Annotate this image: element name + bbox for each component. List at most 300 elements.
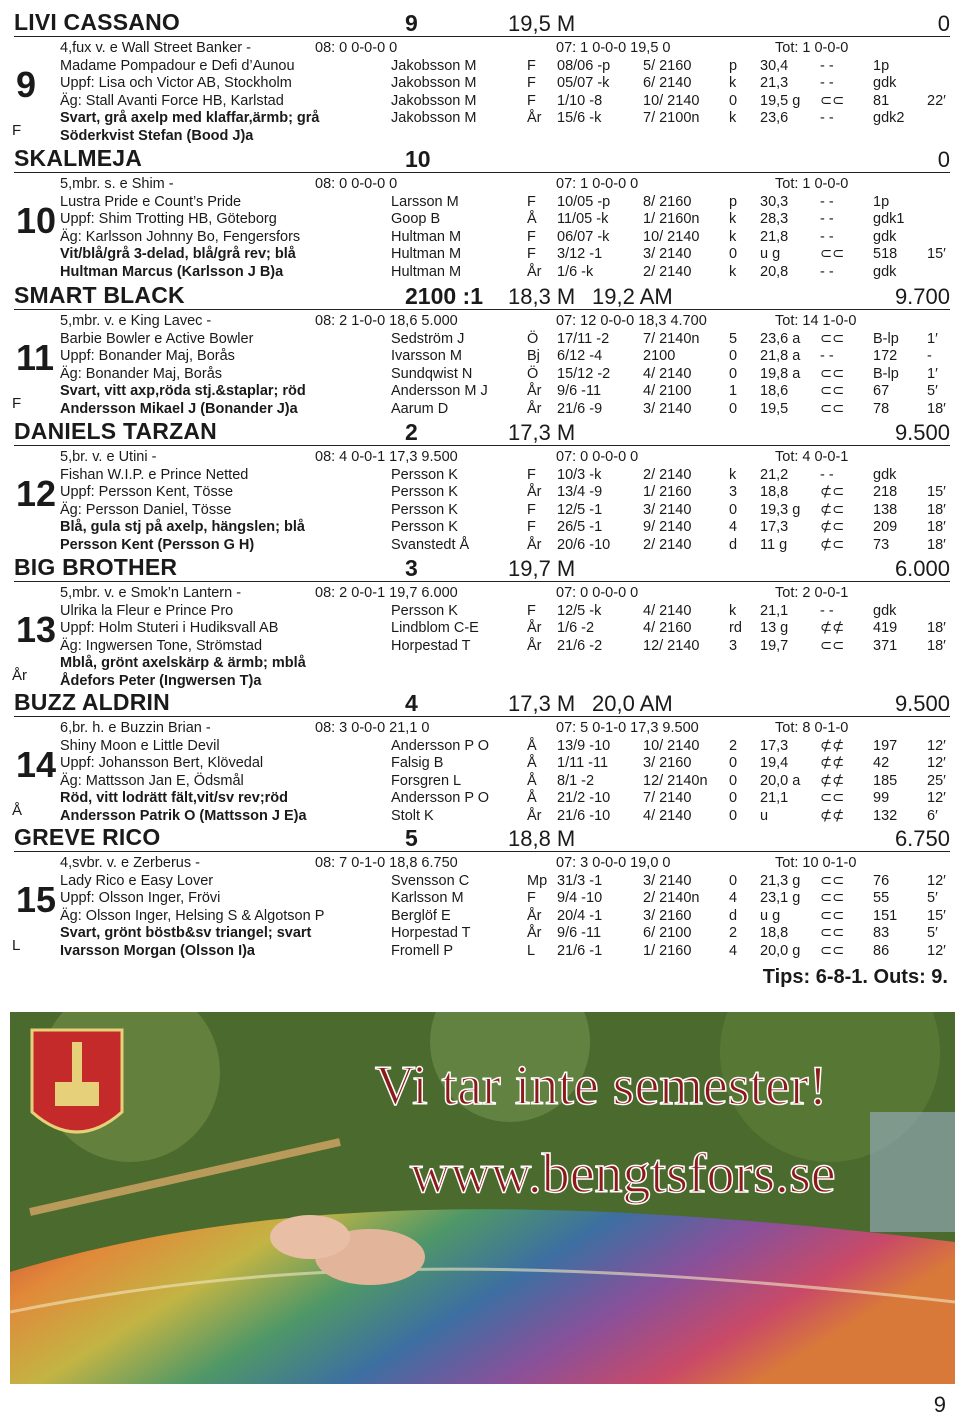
start-driver: Karlsson M — [391, 890, 464, 906]
start-gait: 0 — [729, 92, 738, 109]
start-placing: 2/ 2140 — [643, 536, 692, 553]
stats-total: Tot: 10 0-1-0 — [775, 855, 857, 871]
start-time: 23,6 — [760, 110, 789, 126]
start-time: 30,4 — [760, 57, 789, 74]
start-prize-class: 6′ — [927, 807, 938, 824]
start-odds: 138 — [873, 501, 898, 518]
start-track: Å — [527, 211, 537, 227]
start-prize-class: 12′ — [927, 790, 946, 806]
horse-header — [14, 555, 950, 582]
start-track: F — [527, 57, 536, 74]
start-date: 12/5 -k — [557, 602, 602, 619]
start-gait: k — [729, 466, 737, 483]
start-odds: 73 — [873, 536, 890, 553]
start-shoe-code: ⊄⊄ — [820, 755, 845, 771]
start-placing: 12/ 2140n — [643, 772, 708, 789]
start-odds: 371 — [873, 637, 898, 654]
start-time: 18,8 — [760, 484, 789, 500]
start-track: F — [527, 92, 536, 109]
start-driver: Aarum D — [391, 400, 449, 417]
total-winnings: 6.750 — [894, 826, 950, 851]
start-track: År — [527, 907, 542, 924]
start-placing: 3/ 2140 — [643, 400, 692, 417]
start-odds: gdk — [873, 466, 897, 483]
start-time: 11 g — [760, 536, 788, 553]
horse-info: Ulrika la Fleur e Prince Pro — [60, 602, 234, 619]
horse-name: BIG BROTHER — [14, 554, 178, 580]
start-driver: Svanstedt Å — [391, 536, 470, 553]
horse-info: Uppf: Lisa och Victor AB, Stockholm — [60, 75, 292, 91]
start-placing: 3/ 2160 — [643, 755, 692, 771]
start-placing: 6/ 2140 — [643, 75, 692, 91]
stats-2008: 08: 0 0-0-0 0 — [315, 40, 398, 56]
start-shoe-code: - - — [820, 193, 834, 210]
start-placing: 3/ 2140 — [643, 501, 692, 518]
start-shoe-code: ⊄⊄ — [820, 772, 845, 789]
start-odds: 419 — [873, 620, 898, 636]
start-time: 23,6 a — [760, 330, 801, 347]
horse-info: 5,mbr. v. e King Lavec - — [60, 313, 212, 329]
page-number: 9 — [933, 1392, 946, 1417]
start-placing: 12/ 2140 — [643, 637, 700, 654]
horse-header — [14, 146, 950, 173]
start-odds: gdk — [873, 602, 897, 619]
start-placing: 7/ 2140 — [643, 790, 692, 806]
start-shoe-code: - - — [820, 110, 834, 126]
stats-2007: 07: 0 0-0-0 0 — [556, 585, 639, 601]
start-time: 19,8 a — [760, 365, 801, 382]
horse-info: Uppf: Shim Trotting HB, Göteborg — [60, 211, 277, 227]
start-placing: 3/ 2140 — [643, 246, 692, 262]
horse-header — [14, 283, 950, 310]
post-position: 3 — [405, 555, 418, 581]
start-date: 1/6 -2 — [557, 620, 595, 636]
start-prize-class: 15′ — [927, 246, 946, 262]
start-driver: Jakobsson M — [391, 110, 477, 126]
start-date: 9/4 -10 — [557, 890, 603, 906]
start-placing: 2/ 2140n — [643, 890, 700, 906]
advertisement-banner[interactable] — [10, 1012, 955, 1384]
start-driver: Svensson C — [391, 872, 470, 889]
start-shoe-code: - - — [820, 75, 834, 91]
start-driver: Stolt K — [391, 807, 434, 824]
start-time: 30,3 — [760, 193, 789, 210]
start-date: 6/12 -4 — [557, 348, 603, 364]
start-odds: 185 — [873, 772, 898, 789]
start-track: F — [527, 501, 536, 518]
start-gait: k — [729, 602, 737, 619]
start-number: 15 — [16, 879, 57, 920]
horse-info: Äg: Mattsson Jan E, Ödsmål — [60, 772, 244, 789]
start-track: F — [527, 890, 536, 906]
start-time: 21,3 — [760, 75, 789, 91]
start-driver: Berglöf E — [391, 907, 451, 924]
start-date: 10/05 -p — [557, 193, 611, 210]
horse-info: 4,svbr. v. e Zerberus - — [60, 855, 200, 871]
start-shoe-code: - - — [820, 211, 834, 227]
start-date: 06/07 -k — [557, 228, 610, 245]
start-track: År — [527, 110, 542, 126]
start-driver: Fromell P — [391, 942, 454, 959]
start-track: Å — [527, 755, 537, 771]
start-time: 19,4 — [760, 755, 789, 771]
start-time: 19,7 — [760, 637, 789, 654]
horse-info: Lustra Pride e Count’s Pride — [60, 193, 242, 210]
start-date: 9/6 -11 — [557, 925, 602, 941]
start-track: Bj — [527, 348, 540, 364]
horse-info: Svart, grå axelp med klaffar,ärmb; grå — [60, 110, 320, 126]
start-gait: 4 — [729, 519, 738, 535]
start-time: 13 g — [760, 620, 789, 636]
start-date: 13/4 -9 — [557, 484, 603, 500]
stats-2008: 08: 4 0-0-1 17,3 9.500 — [315, 449, 458, 465]
start-driver: Sedström J — [391, 330, 465, 347]
total-winnings: 0 — [937, 147, 950, 172]
tips-line: Tips: 6-8-1. Outs: 9. — [762, 966, 948, 988]
start-placing: 6/ 2100 — [643, 925, 692, 941]
start-driver: Andersson P O — [391, 737, 490, 754]
start-placing: 2100 — [643, 348, 676, 364]
start-date: 17/11 -2 — [557, 330, 610, 347]
start-date: 21/6 -1 — [557, 942, 603, 959]
start-track: L — [527, 942, 536, 959]
horse-info: Lady Rico e Easy Lover — [60, 872, 214, 889]
start-driver: Persson K — [391, 501, 458, 518]
start-date: 20/6 -10 — [557, 536, 611, 553]
stats-total: Tot: 1 0-0-0 — [775, 176, 849, 192]
start-driver: Goop B — [391, 211, 441, 227]
start-date: 21/6 -2 — [557, 637, 603, 654]
start-shoe-code: ⊂⊂ — [820, 942, 845, 959]
start-time: 19,5 g — [760, 92, 801, 109]
start-gait: 3 — [729, 637, 738, 654]
start-odds: 83 — [873, 925, 890, 941]
start-driver: Persson K — [391, 519, 458, 535]
total-winnings: 9.700 — [894, 284, 950, 309]
start-number: 12 — [16, 473, 57, 514]
start-placing: 1/ 2160 — [643, 942, 692, 959]
start-driver: Sundqwist N — [391, 365, 473, 382]
start-shoe-code: - - — [820, 348, 834, 364]
start-odds: gdk — [873, 75, 897, 91]
horse-info: 5,mbr. v. e Smok’n Lantern - — [60, 585, 242, 601]
start-driver: Hultman M — [391, 246, 462, 262]
start-time: 19,5 — [760, 400, 789, 417]
stats-2007: 07: 1 0-0-0 19,5 0 — [556, 40, 671, 56]
start-placing: 1/ 2160 — [643, 484, 692, 500]
start-time: 23,1 g — [760, 890, 801, 906]
banner-url[interactable]: www.bengtsfors.se — [410, 1143, 836, 1205]
horse-header — [14, 419, 950, 446]
start-odds: B-lp — [873, 365, 899, 382]
start-number: 11 — [16, 337, 55, 378]
start-odds: 81 — [873, 92, 890, 109]
total-winnings: 6.000 — [894, 556, 950, 581]
start-gait: 4 — [729, 942, 738, 959]
horse-header — [14, 690, 950, 717]
start-gait: 0 — [729, 365, 738, 382]
start-gait: 0 — [729, 246, 738, 262]
start-shoe-code: ⊄⊂ — [820, 501, 845, 518]
start-date: 08/06 -p — [557, 57, 611, 74]
start-prize-class: 12′ — [927, 737, 946, 754]
start-driver: Persson K — [391, 466, 458, 483]
start-odds: B-lp — [873, 330, 899, 347]
start-prize-class: 12′ — [927, 942, 946, 959]
start-odds: 55 — [873, 890, 890, 906]
start-track: F — [527, 519, 536, 535]
start-gait: 0 — [729, 772, 738, 789]
start-prize-class: 18′ — [927, 400, 946, 417]
start-gait: p — [729, 57, 738, 74]
best-record: 19,5 M — [508, 11, 576, 36]
horse-info: Vit/blå/grå 3-delad, blå/grå rev; blå — [60, 246, 296, 262]
start-track: Mp — [527, 872, 548, 889]
start-driver: Lindblom C-E — [391, 620, 479, 636]
start-odds: 132 — [873, 807, 898, 824]
start-time: 20,0 a — [760, 772, 801, 789]
start-prize-class: 25′ — [927, 772, 946, 789]
start-placing: 3/ 2160 — [643, 907, 692, 924]
best-record: 18,3 M — [508, 284, 576, 309]
horse-name: DANIELS TARZAN — [14, 418, 217, 444]
horse-info: Shiny Moon e Little Devil — [60, 737, 220, 754]
start-driver: Larsson M — [391, 193, 459, 210]
start-placing: 10/ 2140 — [643, 92, 700, 109]
horse-info: Madame Pompadour e Defi d’Aunou — [60, 57, 295, 74]
horse-info: Äg: Bonander Maj, Borås — [60, 365, 223, 382]
driver-trainer: Andersson Patrik O (Mattsson J E)a — [60, 807, 307, 824]
stats-2008: 08: 3 0-0-0 21,1 0 — [315, 720, 430, 736]
horse-name: SMART BLACK — [14, 282, 185, 308]
start-prize-class: 5′ — [927, 925, 938, 941]
start-shoe-code: ⊂⊂ — [820, 365, 845, 382]
start-time: u g — [760, 246, 781, 262]
start-gait: 2 — [729, 925, 738, 941]
start-gait: k — [729, 75, 737, 91]
start-driver: Hultman M — [391, 228, 462, 245]
start-date: 20/4 -1 — [557, 907, 603, 924]
start-shoe-code: ⊂⊂ — [820, 790, 845, 806]
start-shoe-code: ⊂⊂ — [820, 872, 845, 889]
start-shoe-code: ⊄⊄ — [820, 737, 845, 754]
start-prize-class: 5′ — [927, 383, 938, 399]
start-track: År — [527, 383, 542, 399]
start-placing: 4/ 2140 — [643, 807, 692, 824]
start-prize-class: 18′ — [927, 501, 946, 518]
horse-info: Uppf: Johansson Bert, Klövedal — [60, 755, 264, 771]
start-odds: 67 — [873, 383, 890, 399]
start-track: År — [527, 484, 542, 500]
start-odds: 518 — [873, 246, 898, 262]
start-gait: 4 — [729, 890, 738, 906]
start-prize-class: 15′ — [927, 907, 946, 924]
start-date: 1/10 -8 — [557, 92, 603, 109]
start-driver: Falsig B — [391, 755, 444, 771]
start-track: Å — [527, 790, 537, 806]
total-winnings: 9.500 — [894, 691, 950, 716]
start-placing: 4/ 2160 — [643, 620, 692, 636]
start-placing: 10/ 2140 — [643, 228, 700, 245]
start-odds: 1p — [873, 57, 890, 74]
start-odds: 151 — [873, 907, 898, 924]
start-track: F — [527, 193, 536, 210]
start-shoe-code: ⊄⊄ — [820, 620, 845, 636]
start-time: 21,1 — [760, 790, 789, 806]
start-placing: 5/ 2160 — [643, 57, 692, 74]
horse-header — [14, 825, 950, 852]
start-gait: 0 — [729, 872, 738, 889]
start-date: 21/6 -10 — [557, 807, 611, 824]
start-shoe-code: ⊄⊂ — [820, 519, 845, 535]
stats-total: Tot: 8 0-1-0 — [775, 720, 849, 736]
start-gait: d — [729, 907, 738, 924]
start-gait: 0 — [729, 348, 738, 364]
start-odds: 1p — [873, 193, 890, 210]
horse-info: Barbie Bowler e Active Bowler — [60, 330, 254, 347]
start-placing: 4/ 2100 — [643, 383, 692, 399]
stats-2007: 07: 3 0-0-0 19,0 0 — [556, 855, 671, 871]
start-track: F — [527, 602, 536, 619]
shoe-marker: F — [12, 395, 22, 412]
start-time: 20,0 g — [760, 942, 801, 959]
horse-info: Mblå, grönt axelskärp & ärmb; mblå — [60, 655, 306, 671]
start-placing: 4/ 2140 — [643, 602, 692, 619]
auto-record: 19,2 AM — [592, 284, 673, 309]
start-track: F — [527, 466, 536, 483]
driver-trainer: Ivarsson Morgan (Olsson I)a — [60, 942, 255, 959]
start-odds: 218 — [873, 484, 898, 500]
start-placing: 9/ 2140 — [643, 519, 692, 535]
start-track: År — [527, 925, 542, 941]
start-time: 21,2 — [760, 466, 789, 483]
driver-trainer: Hultman Marcus (Karlsson J B)a — [60, 263, 284, 280]
start-gait: 3 — [729, 484, 738, 500]
start-number: 14 — [16, 744, 57, 785]
start-date: 26/5 -1 — [557, 519, 603, 535]
horse-header — [14, 10, 950, 37]
start-gait: 0 — [729, 790, 738, 806]
stats-2008: 08: 2 0-0-1 19,7 6.000 — [315, 585, 458, 601]
horse-info: Uppf: Bonander Maj, Borås — [60, 348, 235, 364]
stats-2007: 07: 0 0-0-0 0 — [556, 449, 639, 465]
start-track: År — [527, 400, 542, 417]
start-gait: k — [729, 228, 737, 245]
start-date: 12/5 -1 — [557, 501, 603, 518]
start-time: 21,8 — [760, 228, 789, 245]
start-shoe-code: - - — [820, 228, 834, 245]
horse-info: Röd, vitt lodrätt fält,vit/sv rev;röd — [60, 790, 288, 806]
start-shoe-code: ⊂⊂ — [820, 246, 845, 262]
start-odds: 86 — [873, 942, 890, 959]
start-number: 13 — [16, 609, 57, 650]
horse-info: Äg: Karlsson Johnny Bo, Fengersfors — [60, 228, 301, 245]
start-date: 05/07 -k — [557, 75, 610, 91]
start-prize-class: 18′ — [927, 536, 946, 553]
start-placing: 8/ 2160 — [643, 193, 692, 210]
start-gait: 5 — [729, 330, 738, 347]
start-prize-class: 1′ — [927, 330, 938, 347]
start-driver: Persson K — [391, 602, 458, 619]
shoe-marker: Å — [12, 802, 23, 819]
horse-info: Äg: Olsson Inger, Helsing S & Algotson P — [60, 907, 325, 924]
driver-trainer: Andersson Mikael J (Bonander J)a — [60, 400, 298, 417]
start-track: F — [527, 75, 536, 91]
hammock-photo — [10, 1012, 955, 1384]
start-track: År — [527, 807, 542, 824]
start-gait: d — [729, 536, 738, 553]
start-shoe-code: ⊄⊂ — [820, 484, 845, 500]
post-position: 2100 :1 — [405, 283, 484, 309]
start-gait: k — [729, 211, 737, 227]
stats-2007: 07: 12 0-0-0 18,3 4.700 — [556, 313, 707, 329]
total-winnings: 9.500 — [894, 420, 950, 445]
start-shoe-code: ⊂⊂ — [820, 890, 845, 906]
start-date: 8/1 -2 — [557, 772, 595, 789]
start-driver: Jakobsson M — [391, 92, 477, 109]
horse-info: Uppf: Holm Stuteri i Hudiksvall AB — [60, 620, 279, 636]
best-record: 17,3 M — [508, 420, 576, 445]
stats-2008: 08: 7 0-1-0 18,8 6.750 — [315, 855, 458, 871]
start-placing: 7/ 2140n — [643, 330, 700, 347]
start-date: 21/6 -9 — [557, 400, 603, 417]
start-track: År — [527, 637, 542, 654]
start-date: 10/3 -k — [557, 466, 602, 483]
start-shoe-code: - - — [820, 57, 834, 74]
start-date: 3/12 -1 — [557, 246, 603, 262]
start-prize-class: - — [927, 348, 932, 364]
start-date: 1/6 -k — [557, 263, 594, 280]
start-placing: 1/ 2160n — [643, 211, 700, 227]
start-prize-class: 18′ — [927, 620, 946, 636]
driver-trainer: Persson Kent (Persson G H) — [60, 536, 255, 553]
start-prize-class: 22′ — [927, 92, 946, 109]
start-placing: 2/ 2140 — [643, 263, 692, 280]
total-winnings: 0 — [937, 11, 950, 36]
banner-slogan: Vi tar inte semester! — [375, 1055, 828, 1117]
start-driver: Andersson P O — [391, 790, 490, 806]
stats-2008: 08: 0 0-0-0 0 — [315, 176, 398, 192]
start-date: 1/11 -11 — [557, 755, 609, 771]
shoe-marker: L — [12, 937, 21, 954]
stats-total: Tot: 1 0-0-0 — [775, 40, 849, 56]
start-time: 28,3 — [760, 211, 789, 227]
start-prize-class: 12′ — [927, 755, 946, 771]
start-track: År — [527, 263, 542, 280]
start-driver: Andersson M J — [391, 383, 488, 399]
start-shoe-code: - - — [820, 602, 834, 619]
start-odds: gdk — [873, 263, 897, 280]
start-shoe-code: ⊂⊂ — [820, 637, 845, 654]
start-driver: Persson K — [391, 484, 458, 500]
horse-info: Svart, grönt böstb&sv triangel; svart — [60, 925, 312, 941]
start-prize-class: 18′ — [927, 637, 946, 654]
start-gait: p — [729, 193, 738, 210]
start-prize-class: 5′ — [927, 890, 938, 906]
stats-total: Tot: 14 1-0-0 — [775, 313, 857, 329]
start-track: F — [527, 228, 536, 245]
horse-info: 5,mbr. s. e Shim - — [60, 176, 174, 192]
horse-name: LIVI CASSANO — [14, 9, 180, 35]
start-date: 9/6 -11 — [557, 383, 602, 399]
start-track: F — [527, 246, 536, 262]
horse-info: Uppf: Persson Kent, Tösse — [60, 484, 234, 500]
post-position: 9 — [405, 10, 418, 36]
start-time: 19,3 g — [760, 501, 801, 518]
stats-total: Tot: 4 0-0-1 — [775, 449, 849, 465]
horse-info: Fishan W.I.P. e Prince Netted — [60, 466, 249, 483]
start-shoe-code: - - — [820, 466, 834, 483]
